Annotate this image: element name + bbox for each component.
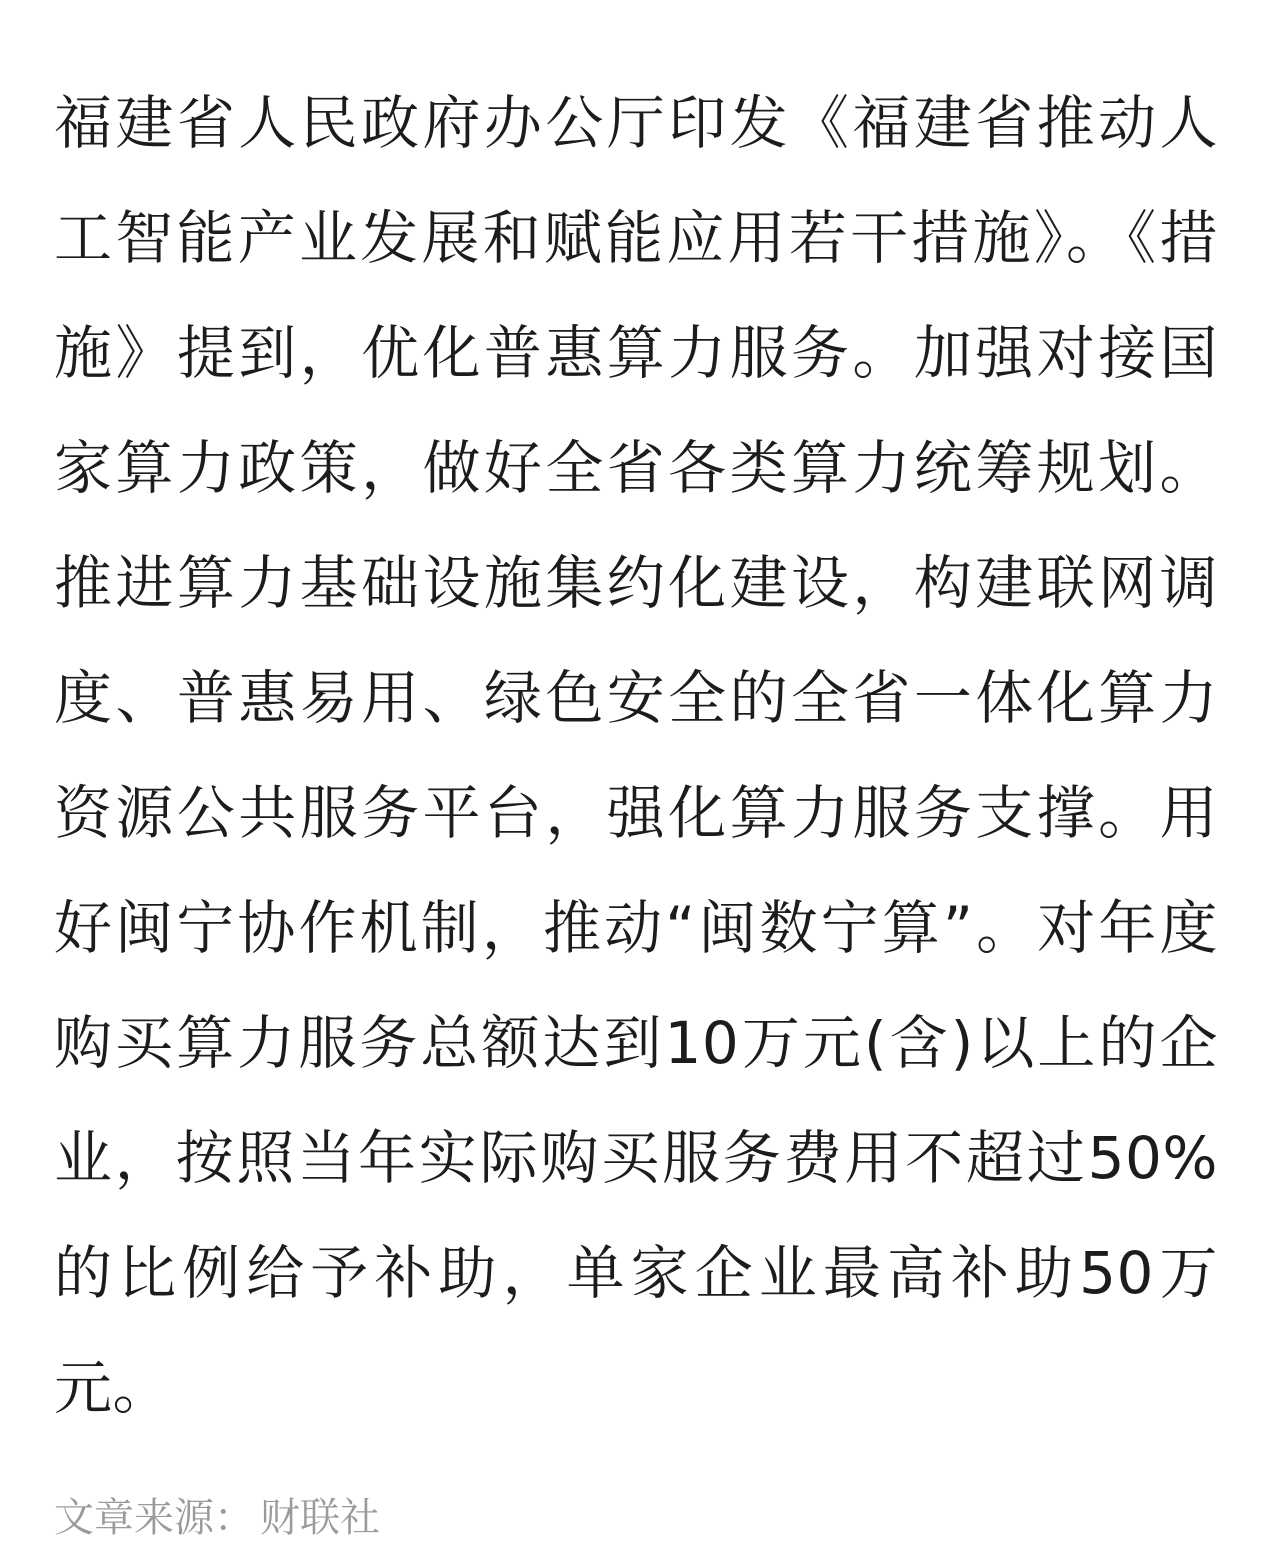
- source-label: 文章来源：: [54, 1495, 254, 1541]
- article-source-line: [54, 1488, 380, 1548]
- source-name[interactable]: 财联社: [260, 1495, 380, 1541]
- article-container: [54, 66, 1218, 1446]
- article-body-paragraph: 福建省人民政府办公厅印发《福建省推动人工智能产业发展和赋能应用若干措施》。《措施》提到，优化普惠算力服务。加强对接国家算力政策，做好全省各类算力统筹规划。推进算力基础设施集约化建设，构建联网调度、普惠易用、绿色安全的全省一体化算力资源公共服务平台，强化算力服务支撑。用好闽宁协作机制，推动“闽数宁算”。对年度购买算力服务总额达到10万元(含)以上的企业，按照当年实际购买服务费用不超过50%的比例给予补助，单家企业最高补助50万元。: [54, 89, 1218, 1422]
